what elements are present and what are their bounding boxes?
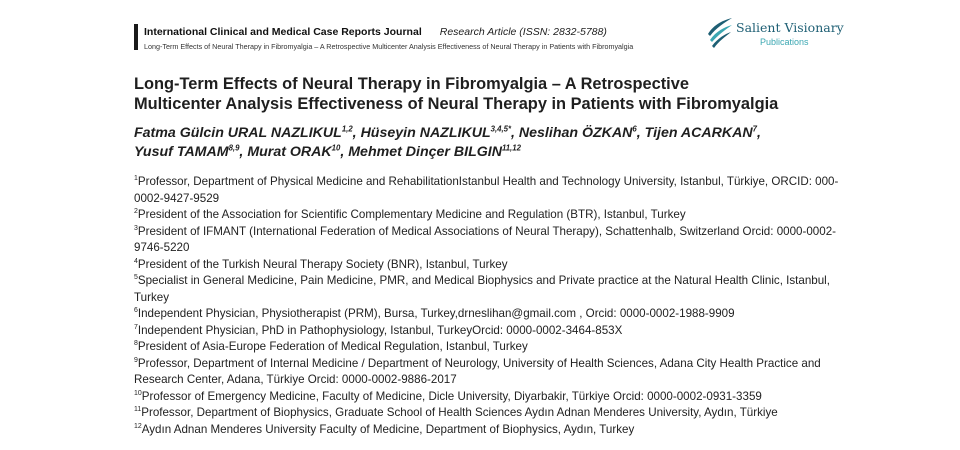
affiliation-text: Professor, Department of Physical Medicine and RehabilitationIstanbul Health and Technology University, Istanbul, Türkiye, ORCID: 000-0002-9427-9529 [134,175,839,205]
author-name: Fatma Gülcin URAL NAZLIKUL [134,125,342,141]
affiliation-text: Professor of Emergency Medicine, Faculty of Medicine, Dicle University, Diyarbakir, Türkiye Orcid: 0000-0002-0931-3359 [141,389,762,403]
author-name: Mehmet Dinçer BILGIN [348,144,502,160]
author-affil-sup: 7 [752,124,757,134]
title-line-1: Long-Term Effects of Neural Therapy in Fibromyalgia – A Retrospective [134,75,689,93]
affiliation-list [134,174,854,438]
author-separator: , [636,125,645,141]
author-name: Tijen ACARKAN [644,125,753,141]
author-name: Hüseyin NAZLIKUL [360,125,491,141]
running-title: Long-Term Effects of Neural Therapy in Fibromyalgia – A Retrospective Multicenter Analysis Effectiveness of Neural Therapy in Patients with Fibromyalgia [144,42,634,51]
paper-title [134,74,854,114]
affiliation-item [134,207,854,224]
affiliation-number: 5 [134,274,138,282]
affiliation-item [134,273,854,306]
affiliation-item [134,174,854,207]
author-affil-sup: 10 [331,143,341,153]
affiliation-item [134,306,854,323]
affiliation-number: 6 [134,307,138,315]
affiliation-item [134,422,854,439]
affiliation-text: Independent Physician, PhD in Pathophysiology, Istanbul, TurkeyOrcid: 0000-0002-3464-853X [137,323,623,337]
affiliation-number: 12 [134,422,142,430]
author-separator: , [239,144,248,160]
author-separator: , [340,144,349,160]
affiliation-number: 2 [134,208,138,216]
affiliation-text: President of Asia-Europe Federation of Medical Regulation, Istanbul, Turkey [137,340,528,353]
affiliation-number: 3 [134,224,138,232]
journal-name: International Clinical and Medical Case Reports Journal [144,26,422,38]
affiliation-text: Specialist in General Medicine, Pain Medicine, PMR, and Medical Biophysics and Private practice at the Natural Health Clinic, Istanbul, Turkey [134,274,830,304]
affiliation-item [134,224,854,257]
author-affil-sup: 8,9 [228,143,240,153]
affiliation-number: 10 [134,389,142,397]
affiliation-number: 11 [134,406,142,414]
affiliation-number: 7 [134,323,138,331]
affiliation-item [134,323,854,340]
title-line-2: Multicenter Analysis Effectiveness of Neural Therapy in Patients with Fibromyalgia [134,95,779,113]
author-affil-sup: 1,2 [341,124,353,134]
affiliation-text: President of the Turkish Neural Therapy Society (BNR), Istanbul, Turkey [137,257,508,271]
author-name: Neslihan ÖZKAN [518,125,633,141]
affiliation-item [134,356,854,389]
author-affil-sup: 11,12 [501,143,521,153]
affiliation-text: Professor, Department of Internal Medicine / Department of Neurology, University of Health Sciences, Adana City Health Practice and Research Center, Adana, Türkiye Orcid: 0000-0002-9886-2017 [134,356,821,386]
author-line-1 [134,124,854,143]
affiliation-text: Aydın Adnan Menderes University Faculty of Medicine, Department of Biophysics, Aydın, Turkey [141,422,635,436]
affiliation-text: Professor, Department of Biophysics, Graduate School of Health Sciences Aydın Adnan Menderes University, Aydın, Türkiye [141,406,778,419]
publisher-swoosh-icon [706,14,734,50]
affiliation-item [134,339,854,356]
author-list [134,124,854,162]
affiliation-number: 1 [134,175,138,183]
affiliation-text: President of the Association for Scientific Complementary Medicine and Regulation (BTR), Istanbul, Turkey [137,208,686,221]
author-separator: , [352,125,361,141]
author-separator: , [511,125,519,141]
affiliation-text: Independent Physician, Physiotherapist (PRM), Bursa, Turkey,drneslihan@gmail.com , Orcid: 0000-0002-1988-9909 [137,307,735,320]
header-accent-bar [134,24,138,50]
affiliation-item [134,257,854,274]
affiliation-number: 4 [134,257,138,265]
author-affil-sup: 6 [632,124,637,134]
author-line-2 [134,143,854,162]
affiliation-item [134,389,854,406]
publisher-name: Salient Visionary [736,20,844,35]
affiliation-item [134,405,854,422]
author-affil-sup: 3,4,5* [490,124,512,134]
publisher-subtitle: Publications [760,37,809,47]
journal-line [144,26,607,38]
publisher-logo [706,14,846,54]
article-type: Research Article (ISSN: 2832-5788) [439,26,607,38]
affiliation-number: 9 [134,356,138,364]
affiliation-number: 8 [134,340,138,348]
affiliation-text: President of IFMANT (International Federation of Medical Associations of Neural Therapy), Schattenhalb, Switzerland Orcid: 0000-0002-9746-5220 [134,224,837,254]
author-separator: , [757,125,761,141]
author-name: Yusuf TAMAM [134,144,229,160]
author-name: Murat ORAK [247,144,332,160]
